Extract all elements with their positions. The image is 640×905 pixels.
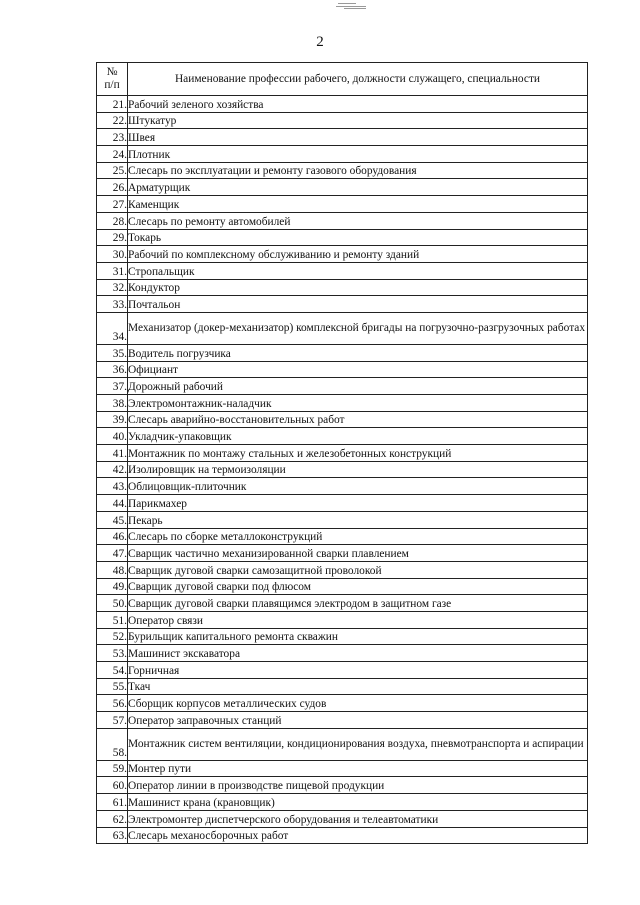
table-row: [97, 678, 588, 695]
header-number-label: п/п: [104, 79, 120, 91]
row-profession-name: Слесарь по ремонту автомобилей: [128, 212, 588, 229]
row-profession-name: Сварщик дуговой сварки под флюсом: [128, 578, 588, 595]
table-row: [97, 146, 588, 163]
row-profession-name: Укладчик-упаковщик: [128, 428, 588, 445]
row-profession-name: Изолировщик на термоизоляции: [128, 461, 588, 478]
table-header: [97, 63, 588, 96]
row-number: 52.: [97, 628, 128, 645]
row-number: 50.: [97, 595, 128, 612]
table-row: [97, 628, 588, 645]
row-profession-name: Оператор заправочных станций: [128, 712, 588, 729]
row-number: 30.: [97, 246, 128, 263]
table-row: [97, 810, 588, 827]
row-profession-name: Электромонтажник-наладчик: [128, 395, 588, 412]
table-body: [97, 96, 588, 844]
row-profession-name: Парикмахер: [128, 495, 588, 512]
table-row: [97, 528, 588, 545]
row-number: 32.: [97, 279, 128, 296]
row-number: 56.: [97, 695, 128, 712]
row-profession-name: Плотник: [128, 146, 588, 163]
row-number: 59.: [97, 760, 128, 777]
row-number: 47.: [97, 545, 128, 562]
row-profession-name: Токарь: [128, 229, 588, 246]
row-profession-name: Рабочий зеленого хозяйства: [128, 96, 588, 113]
header-number-symbol: №: [106, 66, 118, 78]
row-profession-name: Механизатор (докер-механизатор) комплексной бригады на погрузочно-разгрузочных работах: [128, 312, 588, 344]
row-number: 28.: [97, 212, 128, 229]
row-number: 63.: [97, 827, 128, 844]
row-profession-name: Водитель погрузчика: [128, 344, 588, 361]
table-row: [97, 712, 588, 729]
table-row: [97, 545, 588, 562]
row-number: 21.: [97, 96, 128, 113]
row-number: 60.: [97, 777, 128, 794]
row-number: 39.: [97, 411, 128, 428]
row-profession-name: Почтальон: [128, 296, 588, 313]
row-number: 61.: [97, 794, 128, 811]
row-number: 57.: [97, 712, 128, 729]
row-number: 62.: [97, 810, 128, 827]
row-number: 38.: [97, 395, 128, 412]
row-profession-name: Арматурщик: [128, 179, 588, 196]
row-profession-name: Слесарь механосборочных работ: [128, 827, 588, 844]
table-row: [97, 428, 588, 445]
row-number: 43.: [97, 478, 128, 495]
table-row: [97, 495, 588, 512]
table-row: [97, 561, 588, 578]
row-number: 53.: [97, 645, 128, 662]
row-profession-name: Сборщик корпусов металлических судов: [128, 695, 588, 712]
table-row: [97, 777, 588, 794]
row-profession-name: Кондуктор: [128, 279, 588, 296]
row-profession-name: Машинист крана (крановщик): [128, 794, 588, 811]
row-number: 37.: [97, 378, 128, 395]
header-name-cell: Наименование профессии рабочего, должности служащего, специальности: [128, 63, 588, 96]
row-number: 33.: [97, 296, 128, 313]
table-row: [97, 312, 588, 344]
row-number: 54.: [97, 662, 128, 679]
table-row: [97, 279, 588, 296]
row-profession-name: Слесарь аварийно-восстановительных работ: [128, 411, 588, 428]
row-profession-name: Слесарь по эксплуатации и ремонту газового оборудования: [128, 162, 588, 179]
row-profession-name: Официант: [128, 361, 588, 378]
table-row: [97, 411, 588, 428]
table-row: [97, 296, 588, 313]
scan-mark: [336, 2, 370, 10]
table-row: [97, 595, 588, 612]
table-row: [97, 794, 588, 811]
row-number: 23.: [97, 129, 128, 146]
row-profession-name: Стропальщик: [128, 262, 588, 279]
table-row: [97, 179, 588, 196]
row-number: 34.: [97, 312, 128, 344]
row-profession-name: Ткач: [128, 678, 588, 695]
row-profession-name: Оператор связи: [128, 611, 588, 628]
row-number: 22.: [97, 112, 128, 129]
table-row: [97, 129, 588, 146]
table-row: [97, 478, 588, 495]
row-profession-name: Монтажник систем вентиляции, кондиционирования воздуха, пневмотранспорта и аспирации: [128, 728, 588, 760]
row-number: 42.: [97, 461, 128, 478]
row-number: 27.: [97, 196, 128, 213]
table-row: [97, 196, 588, 213]
row-number: 25.: [97, 162, 128, 179]
table-row: [97, 229, 588, 246]
row-profession-name: Машинист экскаватора: [128, 645, 588, 662]
table-row: [97, 378, 588, 395]
table-row: [97, 212, 588, 229]
row-profession-name: Слесарь по сборке металлоконструкций: [128, 528, 588, 545]
row-profession-name: Оператор линии в производстве пищевой продукции: [128, 777, 588, 794]
row-profession-name: Рабочий по комплексному обслуживанию и ремонту зданий: [128, 246, 588, 263]
row-number: 55.: [97, 678, 128, 695]
row-profession-name: Дорожный рабочий: [128, 378, 588, 395]
row-number: 45.: [97, 511, 128, 528]
row-number: 58.: [97, 728, 128, 760]
row-profession-name: Бурильщик капитального ремонта скважин: [128, 628, 588, 645]
row-profession-name: Каменщик: [128, 196, 588, 213]
row-number: 31.: [97, 262, 128, 279]
row-number: 29.: [97, 229, 128, 246]
row-number: 40.: [97, 428, 128, 445]
row-profession-name: Пекарь: [128, 511, 588, 528]
table-row: [97, 611, 588, 628]
row-number: 26.: [97, 179, 128, 196]
header-number-cell: [97, 63, 128, 96]
row-profession-name: Облицовщик-плиточник: [128, 478, 588, 495]
table-row: [97, 395, 588, 412]
table-row: [97, 162, 588, 179]
table-row: [97, 578, 588, 595]
row-number: 48.: [97, 561, 128, 578]
table-row: [97, 361, 588, 378]
page-number: 2: [316, 34, 324, 50]
row-profession-name: Сварщик дуговой сварки плавящимся электродом в защитном газе: [128, 595, 588, 612]
row-number: 36.: [97, 361, 128, 378]
table-row: [97, 728, 588, 760]
table-row: [97, 760, 588, 777]
row-number: 24.: [97, 146, 128, 163]
professions-table: [96, 62, 588, 844]
row-profession-name: Швея: [128, 129, 588, 146]
row-number: 35.: [97, 344, 128, 361]
row-number: 46.: [97, 528, 128, 545]
table-row: [97, 695, 588, 712]
table-row: [97, 511, 588, 528]
table-row: [97, 344, 588, 361]
row-profession-name: Штукатур: [128, 112, 588, 129]
row-number: 44.: [97, 495, 128, 512]
table-row: [97, 662, 588, 679]
table-row: [97, 246, 588, 263]
row-number: 41.: [97, 445, 128, 462]
row-number: 49.: [97, 578, 128, 595]
table-row: [97, 445, 588, 462]
row-profession-name: Монтажник по монтажу стальных и железобетонных конструкций: [128, 445, 588, 462]
row-profession-name: Сварщик дуговой сварки самозащитной проволокой: [128, 561, 588, 578]
row-profession-name: Монтер пути: [128, 760, 588, 777]
table-row: [97, 645, 588, 662]
row-profession-name: Электромонтер диспетчерского оборудования и телеавтоматики: [128, 810, 588, 827]
table-row: [97, 262, 588, 279]
row-number: 51.: [97, 611, 128, 628]
table-row: [97, 461, 588, 478]
table-row: [97, 96, 588, 113]
row-profession-name: Сварщик частично механизированной сварки плавлением: [128, 545, 588, 562]
table-row: [97, 827, 588, 844]
table-row: [97, 112, 588, 129]
row-profession-name: Горничная: [128, 662, 588, 679]
